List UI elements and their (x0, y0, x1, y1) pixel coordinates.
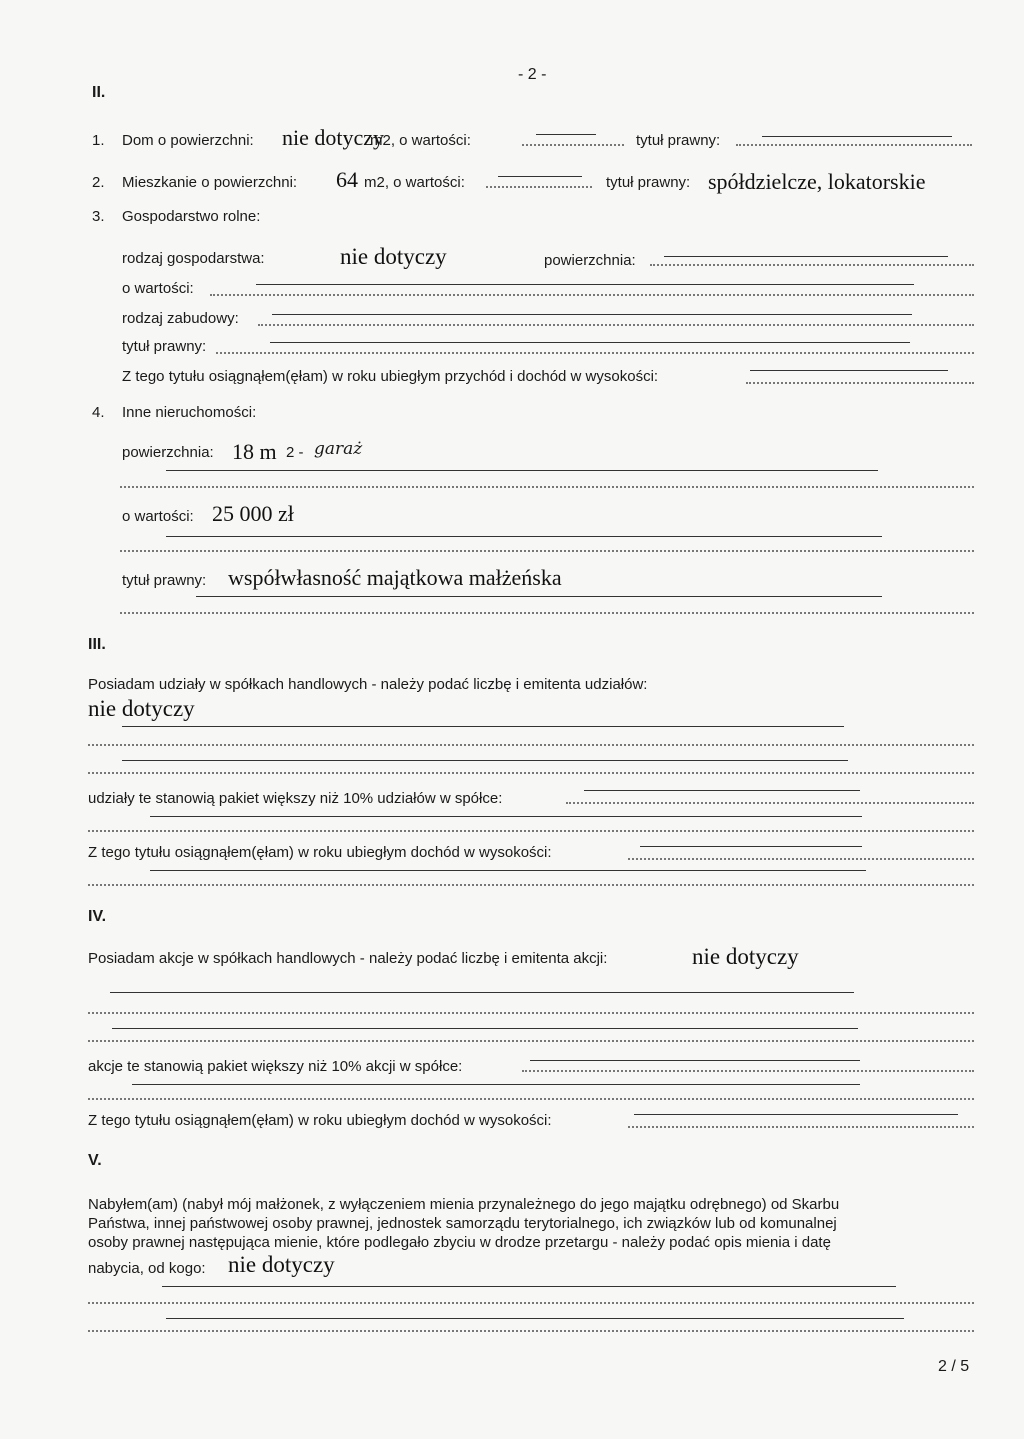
acquisition-underline-1 (162, 1286, 896, 1287)
shares-package-underline (150, 816, 862, 817)
shares-package-field[interactable] (566, 802, 974, 804)
section-v-heading: V. (88, 1152, 102, 1169)
shares-income-field-2[interactable] (88, 884, 974, 886)
acquisition-answer[interactable]: nie dotyczy (228, 1252, 335, 1277)
farm-label: Gospodarstwo rolne: (122, 208, 261, 225)
section-iv-heading: IV. (88, 908, 107, 925)
house-value-label: m2, o wartości: (370, 132, 471, 149)
acquisition-text-line-3: osoby prawnej następująca mienie, które podlegało zbyciu w drodze przetargu - należy podać opis mienia i datę (88, 1234, 831, 1251)
stocks-package-label: akcje te stanowią pakiet większy niż 10% akcji w spółce: (88, 1058, 463, 1075)
stocks-income-label: Z tego tytułu osiągnąłem(ęłam) w roku ubiegłym dochód w wysokości: (88, 1112, 552, 1129)
farm-buildings-field[interactable] (258, 324, 974, 326)
house-value-field[interactable] (522, 144, 624, 146)
stocks-intro: Posiadam akcje w spółkach handlowych - należy podać liczbę i emitenta akcji: (88, 950, 608, 967)
shares-income-underline (150, 870, 866, 871)
other-property-label: Inne nieruchomości: (122, 404, 257, 421)
other-area-note[interactable]: garaż (314, 439, 363, 459)
shares-field-2[interactable] (88, 772, 974, 774)
item-4-number: 4. (92, 404, 105, 421)
other-area-value[interactable]: 18 m (232, 439, 277, 464)
house-area-value[interactable]: nie dotyczy (282, 125, 385, 150)
farm-area-field[interactable] (650, 264, 974, 266)
acquisition-text-line-4: nabycia, od kogo: (88, 1260, 206, 1277)
farm-buildings-strike (272, 314, 912, 315)
other-value-underline (166, 536, 882, 537)
stocks-package-underline (132, 1084, 860, 1085)
farm-buildings-label: rodzaj zabudowy: (122, 310, 239, 327)
other-title-label: tytuł prawny: (122, 572, 207, 589)
house-value-strike (536, 134, 596, 135)
acquisition-field-1[interactable] (88, 1302, 974, 1304)
item-2-number: 2. (92, 174, 105, 191)
stocks-field-1[interactable] (88, 1012, 974, 1014)
shares-package-strike (584, 790, 860, 791)
acquisition-text-line-1: Nabyłem(am) (nabył mój małżonek, z wyłączeniem mienia przynależnego do jego majątku odrębnego) od Skarbu (88, 1196, 840, 1213)
other-area-label: powierzchnia: (122, 444, 214, 461)
farm-value-label: o wartości: (122, 280, 194, 297)
shares-income-field[interactable] (628, 858, 974, 860)
flat-area-value[interactable]: 64 (336, 167, 358, 192)
house-title-strike (762, 136, 952, 137)
section-iii-heading: III. (88, 636, 106, 653)
other-title-field[interactable] (120, 612, 974, 614)
other-value-field[interactable] (120, 550, 974, 552)
other-value-label: o wartości: (122, 508, 194, 525)
other-area-field[interactable] (120, 486, 974, 488)
stocks-income-strike (634, 1114, 958, 1115)
shares-intro: Posiadam udziały w spółkach handlowych - należy podać liczbę i emitenta udziałów: (88, 676, 648, 693)
other-title-underline (196, 596, 882, 597)
house-title-label: tytuł prawny: (636, 132, 721, 149)
flat-value-label: m2, o wartości: (364, 174, 465, 191)
house-title-field[interactable] (736, 144, 972, 146)
item-3-number: 3. (92, 208, 105, 225)
farm-income-strike (750, 370, 948, 371)
stocks-underline-1 (110, 992, 854, 993)
stocks-underline-2 (112, 1028, 858, 1029)
shares-underline-2 (122, 760, 848, 761)
farm-area-strike (664, 256, 948, 257)
farm-value-field[interactable] (210, 294, 974, 296)
flat-title-value[interactable]: spółdzielcze, lokatorskie (708, 169, 926, 194)
farm-income-field[interactable] (746, 382, 974, 384)
stocks-package-strike (530, 1060, 860, 1061)
farm-area-label: powierzchnia: (544, 252, 636, 269)
flat-value-strike (498, 176, 582, 177)
farm-type-label: rodzaj gospodarstwa: (122, 250, 265, 267)
shares-underline-1 (122, 726, 844, 727)
stocks-package-field[interactable] (522, 1070, 974, 1072)
shares-income-strike (640, 846, 862, 847)
farm-title-label: tytuł prawny: (122, 338, 207, 355)
flat-area-label: Mieszkanie o powierzchni: (122, 174, 298, 191)
acquisition-text-line-2: Państwa, innej państwowej osoby prawnej, jednostek samorządu terytorialnego, ich związków lub od komunalnej (88, 1215, 837, 1232)
stocks-income-field[interactable] (628, 1126, 974, 1128)
farm-title-strike (270, 342, 910, 343)
shares-income-label: Z tego tytułu osiągnąłem(ęłam) w roku ubiegłym dochód w wysokości: (88, 844, 552, 861)
shares-field-1[interactable] (88, 744, 974, 746)
other-title-value[interactable]: współwłasność majątkowa małżeńska (228, 565, 562, 590)
shares-answer[interactable]: nie dotyczy (88, 696, 195, 721)
farm-type-value[interactable]: nie dotyczy (340, 244, 447, 269)
stocks-answer[interactable]: nie dotyczy (692, 944, 799, 969)
item-1-number: 1. (92, 132, 105, 149)
page-marker: - 2 - (518, 66, 547, 83)
acquisition-underline-2 (166, 1318, 904, 1319)
farm-income-label: Z tego tytułu osiągnąłem(ęłam) w roku ubiegłym przychód i dochód w wysokości: (122, 368, 659, 385)
stocks-package-field-2[interactable] (88, 1098, 974, 1100)
other-area-underline (166, 470, 878, 471)
flat-title-label: tytuł prawny: (606, 174, 691, 191)
acquisition-field-2[interactable] (88, 1330, 974, 1332)
section-ii-heading: II. (92, 84, 106, 101)
page-count: 2 / 5 (938, 1358, 970, 1375)
shares-package-field-2[interactable] (88, 830, 974, 832)
stocks-field-2[interactable] (88, 1040, 974, 1042)
other-area-unit: 2 - (286, 444, 304, 461)
shares-package-label: udziały te stanowią pakiet większy niż 10% udziałów w spółce: (88, 790, 503, 807)
farm-title-field[interactable] (216, 352, 974, 354)
house-area-label: Dom o powierzchni: (122, 132, 254, 149)
farm-value-strike (256, 284, 914, 285)
other-value-value[interactable]: 25 000 zł (212, 501, 294, 526)
flat-value-field[interactable] (486, 186, 592, 188)
